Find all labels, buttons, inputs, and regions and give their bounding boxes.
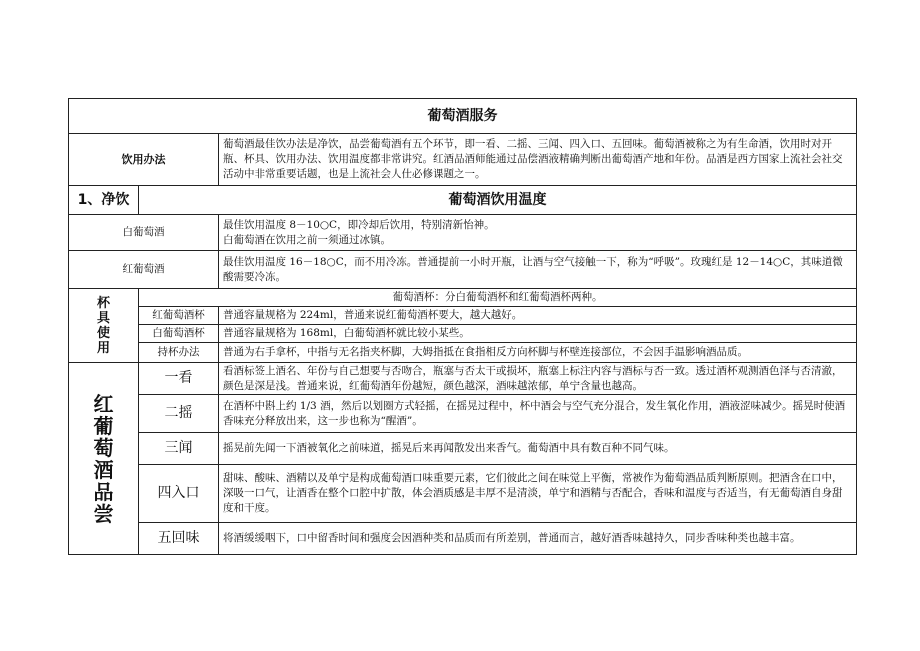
tasting-step-text: 摇晃前先闻一下酒被氧化之前味道，摇晃后来再闻散发出来香气。葡萄酒中具有数百种不同气味。 [219, 433, 857, 465]
tasting-label-char: 品 [93, 479, 114, 504]
glass-text: 普通容量规格为 168ml，白葡萄酒杯就比较小某些。 [219, 325, 857, 343]
temp-text-red: 最佳饮用温度 16－18○C，而不用冷冻。普通提前一小时开瓶，让酒与空气接触一下，称为“呼吸”。玫瑰红是 12－14○C，其味道微酸需要冷冻。 [219, 251, 857, 289]
section1-row [69, 186, 857, 215]
tasting-step-text: 看酒标签上酒名、年份与自己想要与否吻合，瓶塞与否太干或损坏，瓶塞上标注内容与酒标与否一致。透过酒杯观测酒色泽与否清澈，颜色是深是浅。普通来说，红葡萄酒年份越短，颜色越深，酒味越浓郁，单宁含量也越高。 [219, 363, 857, 395]
wine-service-table [68, 98, 857, 555]
tasting-step-text: 甜味、酸味、酒精以及单宁是构成葡萄酒口味重要元素，它们彼此之间在味觉上平衡，常被作为葡萄酒品质判断原则。把酒含在口中，深吸一口气，让酒香在整个口腔中扩散，体会酒质感是丰厚不是清淡，单宁和酒精与否配合，香味和温度与否适当，有无葡萄酒自身甜度和干度。 [219, 465, 857, 523]
section1-label: 1、净饮 [69, 186, 139, 215]
glassware-intro: 葡萄酒杯：分白葡萄酒杯和红葡萄酒杯两种。 [139, 289, 857, 307]
title-row [69, 99, 857, 134]
glass-label: 红葡萄酒杯 [139, 307, 219, 325]
glass-label: 白葡萄酒杯 [139, 325, 219, 343]
temp-row-red [69, 251, 857, 289]
glassware-label [69, 289, 139, 363]
page-title: 葡萄酒服务 [69, 99, 857, 134]
tasting-label-char: 酒 [93, 457, 114, 482]
intro-row [69, 134, 857, 186]
glassware-label-char: 使 [96, 325, 110, 341]
temp-label-white: 白葡萄酒 [69, 215, 219, 251]
intro-text: 葡萄酒最佳饮办法是净饮，品尝葡萄酒有五个环节，即一看、二摇、三闻、四入口、五回味。葡萄酒被称之为有生命酒，饮用时对开瓶、杯具、饮用办法、饮用温度都非常讲究。红酒品酒师能通过品偿酒液精确判断出葡萄酒产地和年份。品酒是西方国家上流社会社交活动中非常重要话题，也是上流社会人仕必修课题之一。 [219, 134, 857, 186]
tasting-step-label: 四入口 [139, 465, 219, 523]
temp-text-white [219, 215, 857, 251]
tasting-row [69, 433, 857, 465]
tasting-step-text: 在酒杯中斟上约 1/3 酒，然后以划圈方式轻摇，在摇晃过程中，杯中酒会与空气充分混合，发生氧化作用，酒液涩味减少。摇晃时使酒香味充分释放出来，这一步也称为“醒酒”。 [219, 395, 857, 433]
glass-intro-row [69, 289, 857, 307]
tasting-row [69, 395, 857, 433]
glassware-label-char: 具 [96, 310, 110, 326]
glassware-label-char: 用 [96, 340, 110, 356]
temp-label-red: 红葡萄酒 [69, 251, 219, 289]
glass-text: 普通容量规格为 224ml，普通来说红葡萄酒杯要大，越大越好。 [219, 307, 857, 325]
tasting-label-char: 尝 [93, 501, 114, 526]
section1-heading: 葡萄酒饮用温度 [139, 186, 857, 215]
tasting-label-char: 葡 [93, 413, 114, 438]
tasting-label-char: 萄 [93, 435, 114, 460]
temp-row-white [69, 215, 857, 251]
intro-label: 饮用办法 [69, 134, 219, 186]
temp-white-line-1: 最佳饮用温度 8－10○C，即冷却后饮用，特别清新怡神。 [223, 218, 495, 231]
tasting-label-char: 红 [93, 391, 114, 416]
tasting-step-text: 将酒缓缓咽下，口中留香时间和强度会因酒种类和品质而有所差别，普通而言，越好酒香味越持久，同步香味种类也越丰富。 [219, 523, 857, 555]
tasting-row [69, 465, 857, 523]
wine-service-sheet [68, 98, 856, 555]
tasting-row [69, 523, 857, 555]
temp-white-line-2: 白葡萄酒在饮用之前一须通过冰镇。 [223, 233, 391, 246]
glass-row [69, 325, 857, 343]
tasting-row [69, 363, 857, 395]
tasting-step-label: 二摇 [139, 395, 219, 433]
glass-label: 持杯办法 [139, 343, 219, 363]
glass-row [69, 307, 857, 325]
glassware-label-char: 杯 [96, 295, 110, 311]
tasting-step-label: 一看 [139, 363, 219, 395]
tasting-step-label: 五回味 [139, 523, 219, 555]
tasting-step-label: 三闻 [139, 433, 219, 465]
glass-text: 普通为右手拿杯，中指与无名指夹杯脚，大姆指抵在食指相反方向杯脚与杯壁连接部位，不会因手温影响酒品质。 [219, 343, 857, 363]
tasting-label [69, 363, 139, 555]
glass-row [69, 343, 857, 363]
